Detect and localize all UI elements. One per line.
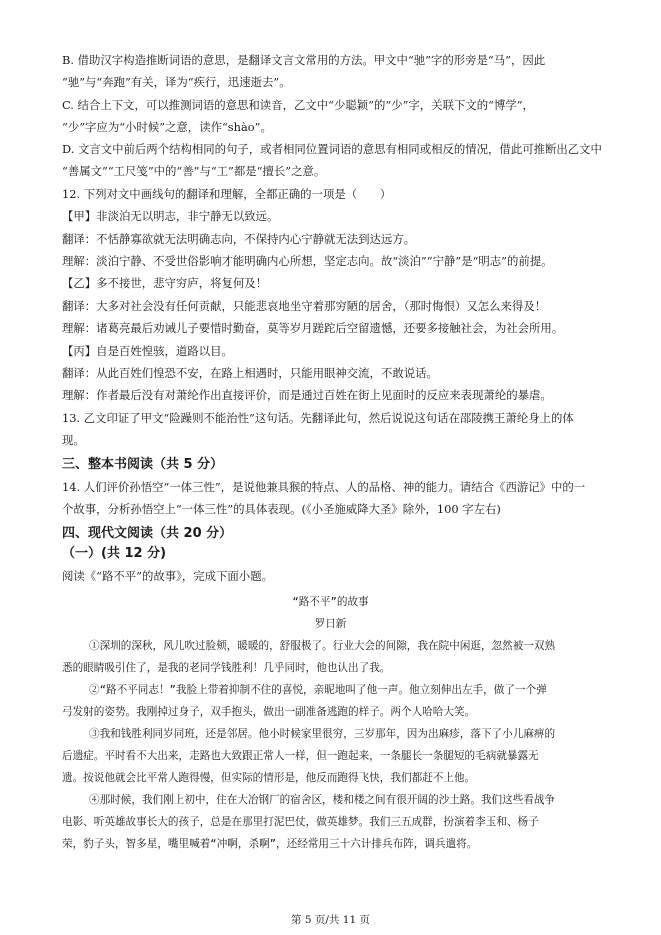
q13-line1: 13. 乙文印证了甲文“险躁则不能治性”这句话。先翻译此句，然后说说这句话在邵陵携王萧纶身上的体 bbox=[62, 411, 574, 425]
q14-line2: 个故事，分析孙悟空上“一体三性”的具体表现。(《小圣施威降大圣》除外，100 字左右) bbox=[62, 502, 501, 516]
story-p3-line1: ③我和钱胜利同岁同班，还是邻居。他小时候家里很穷，三岁那年，因为出麻疹，落下了小儿麻痹的 bbox=[89, 728, 556, 740]
q13-line2: 现。 bbox=[62, 433, 85, 447]
section3-heading: 三、整本书阅读（共 5 分） bbox=[62, 457, 224, 472]
page-number: 第 5 页/共 11 页 bbox=[291, 914, 370, 926]
story-p2-line1: ②“路不平同志！”我脸上带着抑制不住的喜悦，亲昵地叫了他一声。他立刻伸出左手，做了一个弹 bbox=[89, 684, 547, 696]
q11-option-b-line2: “驰”与“奔跑”有关，译为“疾行，迅速逝去”。 bbox=[62, 75, 291, 89]
q12-jia-understanding: 理解：淡泊宁静、不受世俗影响才能明确内心所想，坚定志向。故“淡泊”“宁静”是“明志”的前提。 bbox=[62, 254, 553, 268]
q12-bing-sentence: 【丙】自是百姓惶骇，道路以目。 bbox=[62, 344, 233, 358]
story-p2-line2: 弓发射的姿势。我刚掉过身子，双手抱头，做出一副准备逃跑的样子。两个人哈哈大笑。 bbox=[62, 706, 476, 718]
q14-line1: 14. 人们评价孙悟空“一体三性”，是说他兼具猴的特点、人的品格、神的能力。请结合《西游记》中的一 bbox=[62, 480, 586, 494]
section4-heading: 四、现代文阅读（共 20 分） bbox=[62, 526, 233, 541]
q12-bing-understanding: 理解：作者最后没有对萧纶作出直接评价，而是通过百姓在街上见面时的反应来表现萧纶的暴虐。 bbox=[62, 388, 552, 402]
q11-option-d-line1: D. 文言文中前后两个结构相同的句子，或者相同位置词语的意思有相同或相反的情况，借此可推断出乙文中 bbox=[62, 142, 602, 156]
reading-instruction: 阅读《“路不平”的故事》，完成下面小题。 bbox=[62, 569, 273, 583]
q12-yi-understanding: 理解：诸葛亮最后劝诫儿子要惜时勤奋，莫等岁月蹉跎后空留遗憾，还要多接触社会，为社会所用。 bbox=[62, 321, 564, 335]
q11-option-c-line2: “少”字应为“小时候”之意，读作“shào”。 bbox=[62, 120, 272, 134]
story-p3-line3: 遗。按说他就会比平常人跑得慢，但实际的情形是，他反而跑得飞快，我们都赶不上他。 bbox=[62, 772, 476, 784]
story-p1-line2: 悉的眼睛吸引住了，是我的老同学钱胜利！几乎同时，他也认出了我。 bbox=[62, 662, 391, 674]
q12-jia-translation: 翻译：不恬静寡欲就无法明确志向，不保持内心宁静就无法到达远方。 bbox=[62, 232, 416, 246]
q12-bing-translation: 翻译：从此百姓们惶恐不安，在路上相遇时，只能用眼神交流，不敢说话。 bbox=[62, 366, 438, 380]
story-p3-line2: 后遗症。平时看不大出来，走路也大致跟正常人一样，但一跑起来，一条腿长一条腿短的毛病就暴露无 bbox=[62, 750, 539, 762]
story-p4-line2: 电影、听英雄故事长大的孩子，总是在那里打泥巴仗，做英雄梦。我们三五成群，扮演着李玉和、杨子 bbox=[62, 816, 539, 828]
q12-yi-translation: 翻译：大多对社会没有任何贡献，只能悲哀地坐守着那穷陋的居舍，（那时悔恨）又怎么来得及！ bbox=[62, 299, 547, 313]
q11-option-b-line1: B. 借助汉字构造推断词语的意思，是翻译文言文常用的方法。甲文中“驰”字的形旁是“马”，因此 bbox=[62, 53, 546, 67]
story-author: 罗日新 bbox=[314, 618, 347, 630]
story-title: “路不平”的故事 bbox=[292, 596, 369, 608]
q11-option-c-line1: C. 结合上下文，可以推测词语的意思和读音，乙文中“少聪颖”的“少”字，关联下文的“博学”， bbox=[62, 98, 534, 112]
q12-yi-sentence: 【乙】多不接世，悲守穷庐，将复何及！ bbox=[62, 276, 268, 290]
q12-jia-sentence: 【甲】非淡泊无以明志，非宁静无以致远。 bbox=[62, 209, 279, 223]
q11-option-d-line2: “善属文”“工尺笺”中的“善”与“工”都是“擅长”之意。 bbox=[62, 164, 326, 178]
story-p4-line3: 荣，豹子头，智多星，嘴里喊着“冲啊，杀啊”，还经常用三十六计排兵布阵，调兵遣将。 bbox=[62, 838, 478, 850]
story-p4-line1: ④那时候，我们刚上初中，住在大冶钢厂的宿舍区，楼和楼之间有很开阔的沙土路。我们这些看战争 bbox=[89, 794, 556, 806]
story-p1-line1: ①深圳的深秋，风儿吹过脸颊，暖暖的，舒服极了。行业大会的间隙，我在院中闲逛，忽然被一双熟 bbox=[89, 640, 556, 652]
section4-subheading: （一）(共 12 分) bbox=[62, 546, 167, 561]
q12-stem: 12. 下列对文中画线句的翻译和理解，全都正确的一项是（ ） bbox=[62, 187, 392, 201]
